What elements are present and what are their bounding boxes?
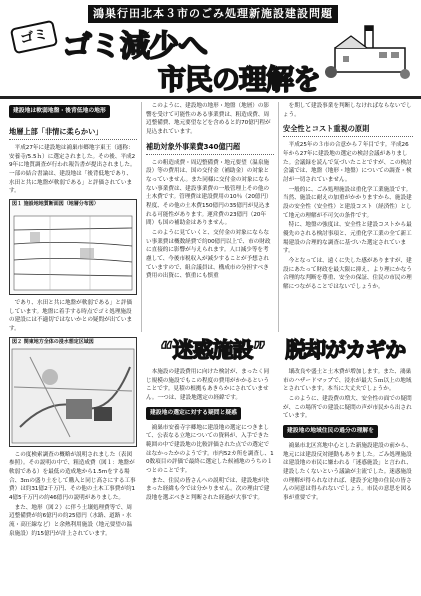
column-divider	[278, 102, 279, 332]
column-1	[9, 102, 137, 596]
subheading: 安全性とコスト重視の原則	[283, 123, 413, 137]
figure-1	[9, 199, 137, 295]
heading-box: 建設地の地域住民の過分の理解を	[283, 425, 378, 438]
column-divider	[141, 102, 142, 332]
paragraph: この度検索調査の概略が説明されました（表図参照）。その説明の中で、粗造成費（図１：地盤が軟弱である）を最低の造成地から1.5mをする場合、3ｍの盛り土をして購入と同じ高さにする工事費）は約31億2千万円、その他の土木工事費が約14億5千万円の約46億円の説明がありました。	[9, 451, 136, 501]
lower-column-3	[283, 368, 413, 596]
subheading: 地層上部「非情に柔らかい」	[9, 126, 137, 140]
paragraph: 鴻巣市安養寺字郷地に建設地の選定につきまして、公表なる立地についての資料が、入手できた範囲の中で建設地の比較評価された点での選定ではなかったかのようです。市内52カ所を調査し、10数項目の評価で最終に選定した候補地のうちの１つとのことです。	[146, 424, 274, 474]
cross-section-diagram-icon	[10, 210, 136, 294]
lower-column-2	[146, 368, 274, 596]
header-ground-line	[0, 96, 421, 99]
map-diagram-icon	[10, 347, 136, 445]
paragraph: を期して建設事業を判断しなければならないでしょう。	[283, 103, 412, 118]
figure-caption: 図１ 施設地地質断面図（地層分布図）	[12, 201, 99, 208]
paragraph: であり、水田と共に地盤が軟弱である」と評価しています。地盤に着手する時点でゴミ処理施設の建設には不適切ではないかとの疑問が出ています。	[9, 300, 133, 333]
paragraph: 平成25年の３市の合意から７年目です。平成26年から27年に建設地の選定の検討会議がありました。会議録を読んで気づいたことですが、この検討会議では、地盤（地形・地盤）についての調査・検討が一切されていません。	[283, 142, 412, 184]
paragraph: 本施設の建設費用に向けた検討が、まったく同じ規模の施設でもこの程度の費用がかかるということです。見積の根拠もあきらかにされていません。一つは、建設地選定の経緯です。	[146, 369, 270, 401]
paragraph: このように、建設費の増大、安全性の面での疑問が、この場所での建設に疑問の声が市民から出されています。	[283, 395, 412, 420]
paragraph: このように見ていくと、交付金の対象にならない事業費は概数経費で約00億円以上で、市の財政に直接的に影響が与えられます。人口減少等を考慮して、今後市税収入が減少することが予想されていますので、組合議員は、構成市の分担すべき費用の出資に、慎重にも慎重	[146, 230, 271, 280]
factory-illustration-icon	[321, 22, 413, 82]
paragraph: 平成27年に建設地は鴻巣市郷地字東王（通称：安養寺/5.5ｈ）に選定されました。その後、平成29年に地質調査が行われ報告書が提出されました。一部の結合書論は、建設地は「後背低地であり、水田と共に地盤が軟弱である」と評価されています。	[9, 145, 136, 195]
title-line2: 市民の理解を	[158, 63, 321, 96]
header	[0, 0, 421, 104]
subheading: 補助対象外事業費340億円超	[146, 141, 274, 155]
title-line1: ゴミ減少へ	[62, 29, 207, 64]
paragraph: 特に、地盤の強度は、安全性と建設コストから最優先のされる検討事項と、元重化学工業の全て新工場建設の合理的な調査に基づいた選定されています。	[283, 222, 412, 255]
column-3	[283, 102, 413, 334]
paragraph: 一般的に、ごみ処理施設は重化学工業施設です。当然、施設に耐えの加重がかかりますから、施設建設の安全性（安全性）と建設コスト（経済性）として地元の理解が不可欠の条件です。	[283, 186, 412, 219]
paragraph: また、住民の皆さんへの説明では、建設地が決まった経緯も今では分かりません。次の理由で建設地を選ぶべきと判断された経過が大事です。	[146, 477, 270, 501]
column-2	[146, 102, 274, 334]
section-title: “迷惑施設” 脱却がカギか	[159, 338, 406, 362]
heading-box: 建設地は軟弱地盤・後背低地の地形	[9, 105, 110, 118]
paragraph: 今となっては、遠くに失した感がありますが、建設にあたって財政を最大限に抑え、より理にかなう合理的な判断を尊重、安全の保証、住民の市民の理解につながることではないでしょうか。	[283, 258, 412, 290]
paragraph: 壌改良や盛土と土木費が増加します。また、鴻巣市のハザードマップで、浸水が最大５ｍ以上の地域とされています。本当に大丈夫でしょうか。	[283, 369, 412, 393]
heading-box: 建設地の選定に対する疑問と疑惑	[146, 407, 241, 420]
top-banner: 鴻巣行田北本３市のごみ処理新施設建設問題	[88, 5, 338, 23]
paragraph: 鴻巣市北区宮地中心とした新施設建設の前から、地元には建設反対運動もありました。ごみ処理施設は建設地の市民に嫌われる「迷惑施設」と言われ、建設したくないという議論が主流でした。迷惑施設の理解が得られなければ、建設予定地の住民の皆さんの同意は得られないでしょう。市民の意思を図る事が重要です。	[283, 442, 412, 501]
paragraph: また、地形（図２）に伴う土壌処理費等で、周辺整備費が約6億円の約25億円（水路、道路・水流・高圧線など）と余熱利用施設（地元要望の温泉施設）約15億円が計上されています。	[9, 504, 133, 537]
paragraph: このように、建設地の地形・地盤（地層）の影響を受けて可能性のある事業費は、粗造成費、周辺整備費、地元要望などを含めると約70億円程が見込まれています。	[146, 103, 271, 135]
gomi-badge: ゴミ	[10, 20, 58, 55]
figure-caption: 図２ 関東地方全体の浸水想定区域図	[12, 338, 94, 345]
paragraph: この粗造成費・周辺整備費・地元要望（温泉施設）等の費用は、国の交付金（補助金）の対象となっていません。また同様に交付金の対象にならない事業費は、建設事業費の一般管理上その他の土木費です。管理費は建設費用の10％（20億円）程度、その他の土木費150億円の35億円が見込まれる可能性があります。運営費の23億円（20年間）も国の補助金はありません。	[146, 159, 272, 227]
figure-2	[9, 337, 137, 447]
